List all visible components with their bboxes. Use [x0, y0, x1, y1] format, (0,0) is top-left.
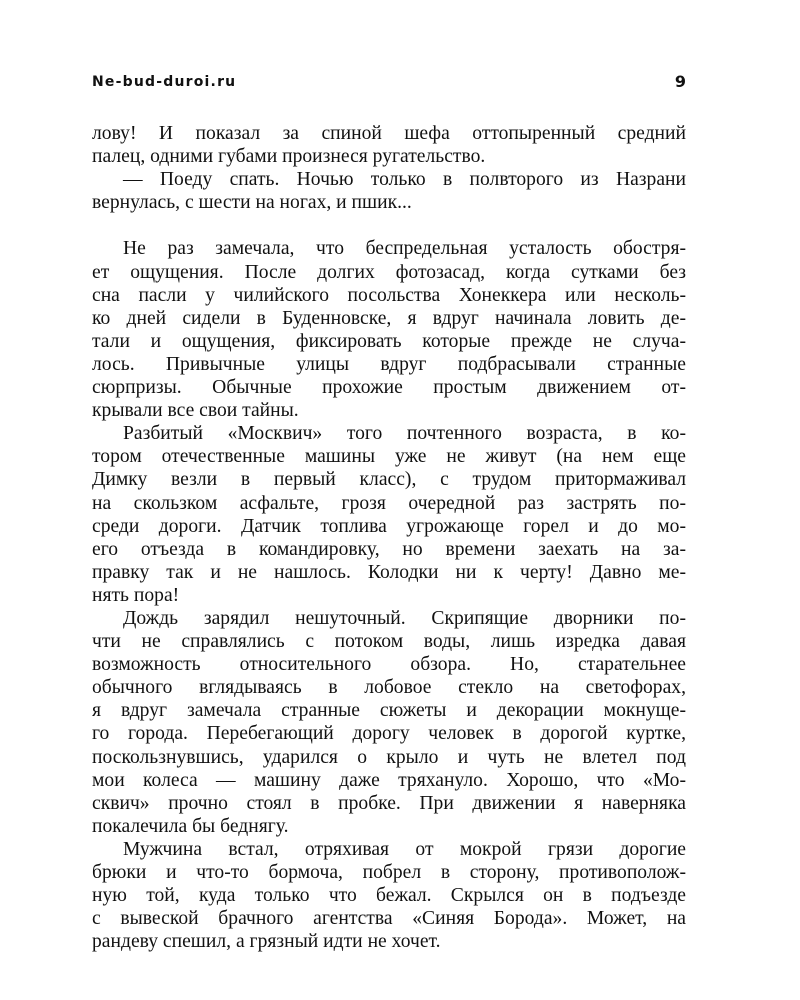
text-line: Не раз замечала, что беспредельная усталость обостря- — [123, 238, 686, 260]
text-line: правку так и не нашлось. Колодки ни к черту! Давно ме- — [92, 561, 686, 583]
paragraph — [92, 122, 686, 168]
text-line: с вывеской брачного агентства «Синяя Борода». Может, на — [92, 908, 686, 930]
text-line: тором отечественные машины уже не живут (на нем еще — [92, 446, 686, 468]
text-line: чти не справлялись с потоком воды, лишь изредка давая — [92, 631, 686, 653]
paragraph — [92, 607, 686, 838]
paragraph — [92, 422, 686, 607]
text-line: среди дороги. Датчик топлива угрожающе горел и до мо- — [92, 515, 686, 537]
text-line: лось. Привычные улицы вдруг подбрасывали странные — [92, 353, 686, 375]
text-line: ко дней сидели в Буденновске, я вдруг начинала ловить де- — [92, 307, 686, 329]
text-line: Разбитый «Москвич» того почтенного возраста, в ко- — [123, 423, 686, 445]
section-break — [92, 214, 686, 237]
text-line: поскользнувшись, ударился о крыло и чуть не влетел под — [92, 746, 686, 768]
text-line: на скользком асфальте, грозя очередной раз застрять по- — [92, 492, 686, 514]
page-number: 9 — [674, 72, 686, 91]
text-line: сквич» прочно стоял в пробке. При движении я наверняка — [92, 792, 686, 814]
text-line: рандеву спешил, а грязный идти не хочет. — [92, 931, 441, 953]
text-line: его отъезда в командировку, но времени заехать на за- — [92, 538, 686, 560]
paragraph — [92, 838, 686, 953]
text-line: крывали все свои тайны. — [92, 400, 299, 422]
text-line: вернулась, с шести на ногах, и пшик... — [92, 192, 412, 214]
text-line: Дождь зарядил нешуточный. Скрипящие дворники по- — [123, 607, 686, 629]
running-head: Ne-bud-duroi.ru — [92, 74, 237, 90]
text-line: — Поеду спать. Ночью только в полвторого из Назрани — [123, 169, 686, 191]
text-line: го города. Перебегающий дорогу человек в дорогой куртке, — [92, 723, 686, 745]
text-line: ет ощущения. После долгих фотозасад, когда сутками без — [92, 261, 686, 283]
text-line: ную той, куда только что бежал. Скрылся он в подъезде — [92, 885, 686, 907]
page-header — [92, 74, 686, 98]
text-line: покалечила бы беднягу. — [92, 815, 289, 837]
text-line: возможность относительного обзора. Но, старательнее — [92, 654, 686, 676]
text-line: лову! И показал за спиной шефа оттопыренный средний — [92, 123, 686, 144]
text-line: палец, одними губами произнеся ругательство. — [92, 146, 486, 168]
text-line: нять пора! — [92, 584, 180, 606]
text-line: сюрпризы. Обычные прохожие простым движением от- — [92, 377, 686, 399]
text-line: тали и ощущения, фиксировать которые прежде не случа- — [92, 330, 686, 352]
text-line: обычного вглядываясь в лобовое стекло на светофорах, — [92, 677, 686, 699]
text-line: Димку везли в первый класс), с трудом притормаживал — [92, 469, 686, 491]
text-line: я вдруг замечала странные сюжеты и декорации мокнуще- — [92, 700, 686, 722]
text-line: брюки и что-то бормоча, побрел в сторону, противополож- — [92, 862, 686, 883]
paragraph — [92, 237, 686, 422]
text-line: Мужчина встал, отряхивая от мокрой грязи дорогие — [123, 838, 686, 860]
paragraph — [92, 168, 686, 214]
text-line: мои колеса — машину даже тряхануло. Хорошо, что «Мо- — [92, 769, 686, 791]
text-line: сна пасли у чилийского посольства Хонеккера или несколь- — [92, 284, 686, 306]
body-text — [92, 122, 686, 953]
